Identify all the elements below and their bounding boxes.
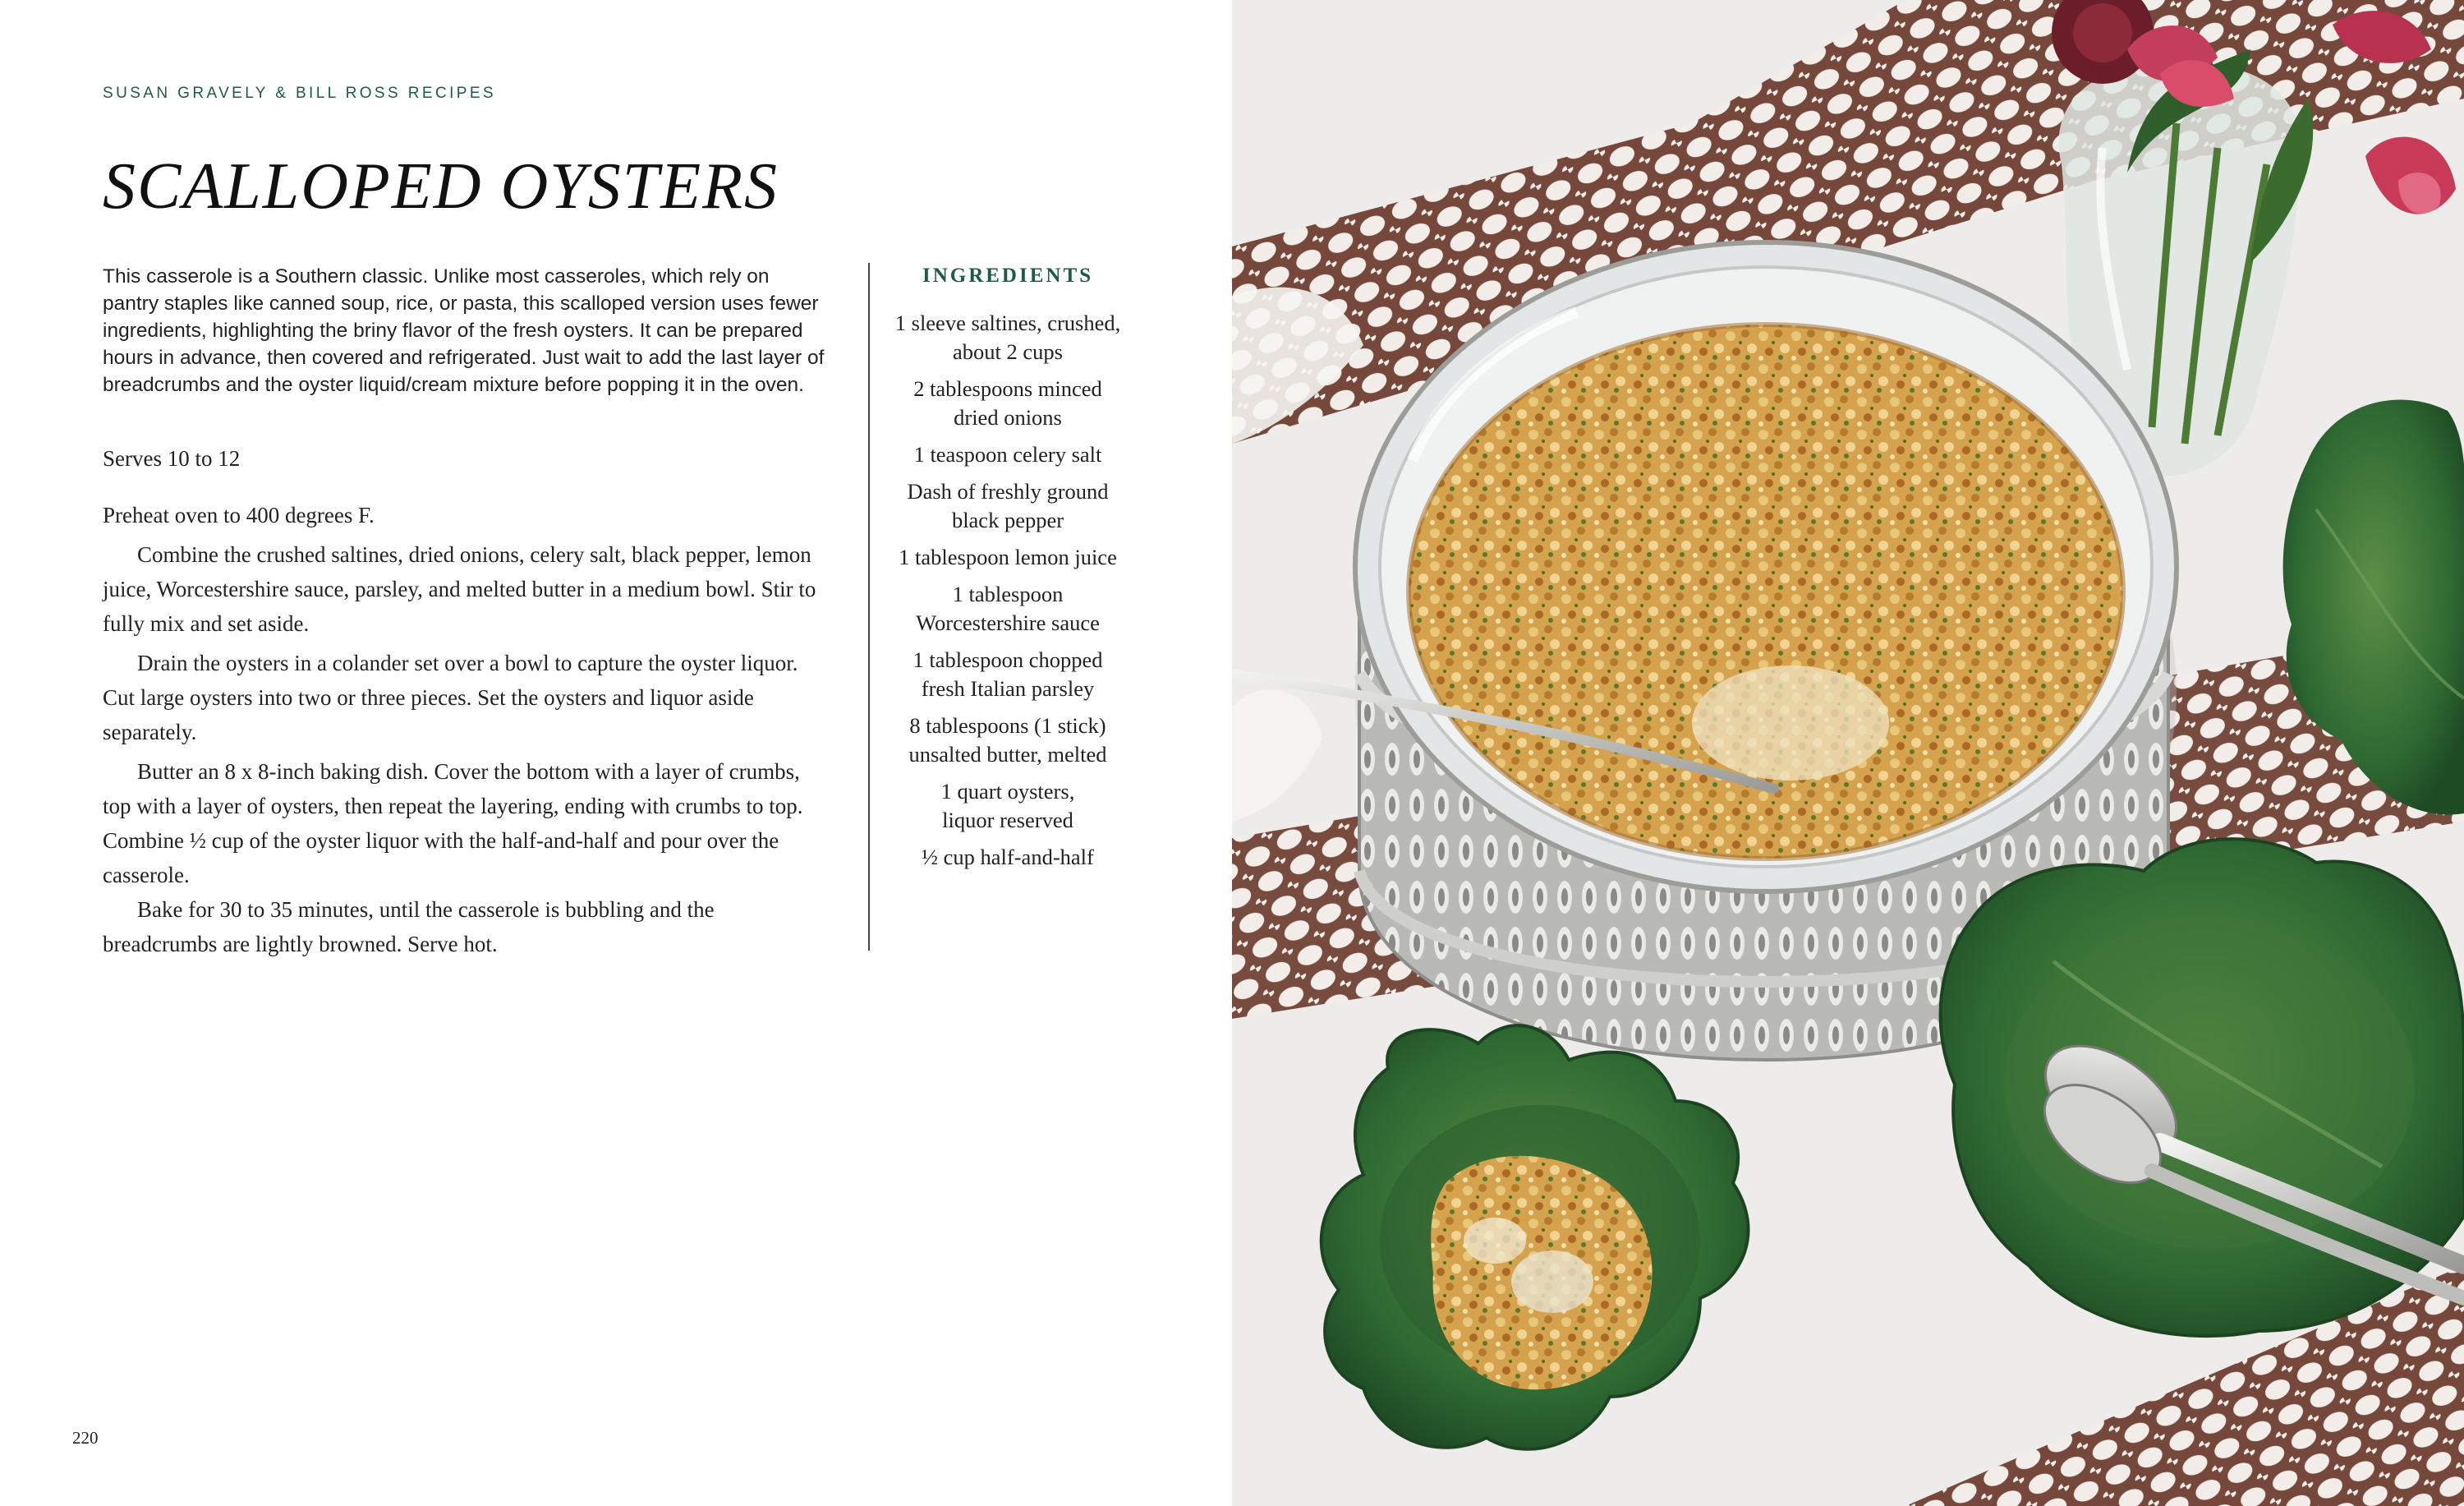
ingredient-line: about 2 cups xyxy=(953,339,1063,364)
column-divider xyxy=(868,263,870,951)
ingredient-line: Worcestershire sauce xyxy=(916,610,1100,635)
ingredient-line: fresh Italian parsley xyxy=(921,676,1095,701)
page-number: 220 xyxy=(72,1428,99,1448)
recipe-intro: This casserole is a Southern classic. Unlike most casseroles, which rely on pantry staples like canned soup, rice, or pasta, this scalloped version uses fewer ingredients, highlighting the briny flavor of the fresh oysters. It can be prepared hours in advance, then covered and refrigerated. Just wait to add the last layer of breadcrumbs and the oyster liquid/cream mixture before popping it in the oven. xyxy=(103,265,825,396)
method-step-2: Drain the oysters in a colander set over a bowl to capture the oyster liquor. Cut large oysters into two or three pieces. Set the oysters and liquor aside separately. xyxy=(103,651,798,744)
ingredient-line: 1 tablespoon chopped xyxy=(913,647,1103,672)
ingredients-heading: INGREDIENTS xyxy=(922,265,1094,287)
ingredient-line: Dash of freshly ground xyxy=(907,479,1109,504)
preheat-step: Preheat oven to 400 degrees F. xyxy=(103,503,375,527)
ingredient-line: black pepper xyxy=(951,508,1064,532)
ingredients-column xyxy=(872,265,1143,880)
ingredient-line: 1 sleeve saltines, crushed, xyxy=(894,311,1121,335)
method-step-4: Bake for 30 to 35 minutes, until the casserole is bubbling and the breadcrumbs are lightly browned. Serve hot. xyxy=(103,897,715,956)
ingredient-item xyxy=(872,440,1143,469)
recipe-title: SCALLOPED OYSTERS xyxy=(103,150,779,223)
casserole-photo xyxy=(1232,0,2464,1506)
ingredient-line: 2 tablespoons minced xyxy=(913,376,1102,401)
ingredient-item xyxy=(872,580,1143,638)
method-section xyxy=(103,498,821,961)
photo-illustration xyxy=(1232,0,2464,1506)
ingredient-line: liquor reserved xyxy=(942,808,1073,832)
book-kicker: SUSAN GRAVELY & BILL ROSS RECIPES xyxy=(103,85,496,102)
ingredient-line: 8 tablespoons (1 stick) xyxy=(909,713,1106,738)
ingredient-line: 1 tablespoon lemon juice xyxy=(899,545,1117,569)
ingredient-line: 1 quart oysters, xyxy=(940,779,1075,804)
ingredient-item xyxy=(872,477,1143,535)
ingredient-line: 1 tablespoon xyxy=(952,582,1064,606)
ingredient-item xyxy=(872,843,1143,872)
ingredient-item xyxy=(872,309,1143,366)
method-step-3: Butter an 8 x 8-inch baking dish. Cover the bottom with a layer of crumbs, top with a layer of oysters, then repeat the layering, ending with crumbs to top. Combine ½ cup of the oyster liquor with the half-and-half and pour over the casserole. xyxy=(103,759,803,887)
ingredient-item xyxy=(872,543,1143,572)
ingredient-line: 1 teaspoon celery salt xyxy=(913,442,1102,467)
ingredients-list xyxy=(872,309,1143,872)
ingredient-line: ½ cup half-and-half xyxy=(922,845,1094,869)
method-step-1: Combine the crushed saltines, dried onions, celery salt, black pepper, lemon juice, Worcestershire sauce, parsley, and melted butter in a medium bowl. Stir to fully mix and set aside. xyxy=(103,542,816,636)
ingredient-item xyxy=(872,777,1143,835)
ingredient-item xyxy=(872,375,1143,432)
ingredient-line: dried onions xyxy=(954,405,1062,430)
ingredient-item xyxy=(872,646,1143,703)
servings: Serves 10 to 12 xyxy=(103,446,241,471)
ingredient-line: unsalted butter, melted xyxy=(908,742,1107,767)
ingredient-item xyxy=(872,712,1143,769)
